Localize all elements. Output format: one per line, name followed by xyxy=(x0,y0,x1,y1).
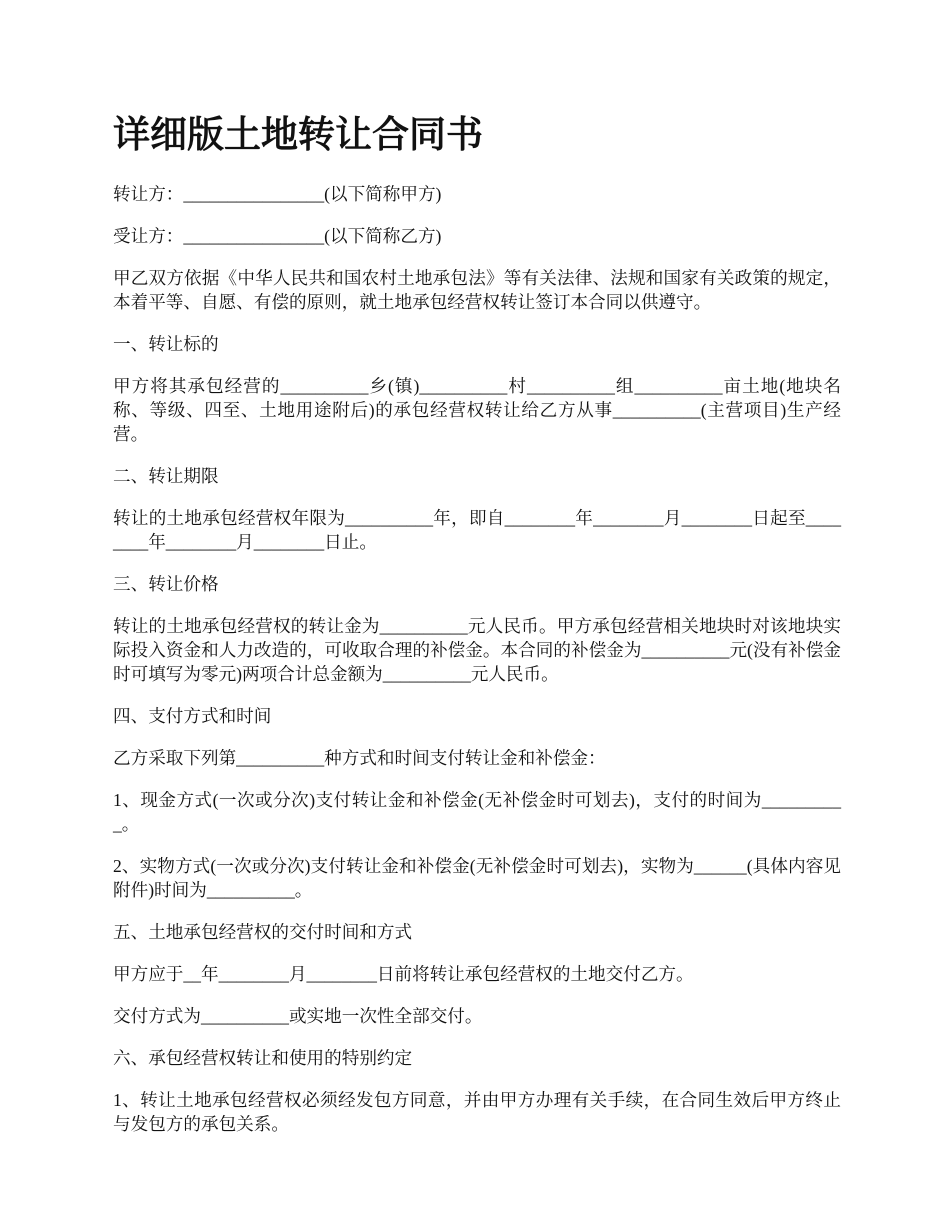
section-6-item-1: 1、转让土地承包经营权必须经发包方同意，并由甲方办理有关手续，在合同生效后甲方终止与发包方的承包关系。 xyxy=(113,1090,841,1134)
section-heading-5: 五、土地承包经营权的交付时间和方式 xyxy=(113,922,413,942)
section-4-item-2: 2、实物方式(一次或分次)支付转让金和补偿金(无补偿金时可划去)，实物为______(具体内容见附件)时间为__________。 xyxy=(113,856,841,900)
section-3-paragraph: 转让的土地承包经营权的转让金为__________元人民币。甲方承包经营相关地块时对该地块实际投入资金和人力改造的，可收取合理的补偿金。本合同的补偿金为__________元(没有补偿金时可填写为零元)两项合计总金额为__________元人民币。 xyxy=(113,616,841,684)
section-heading-3: 三、转让价格 xyxy=(113,574,219,594)
section-5-paragraph-1: 甲方应于__年________月________日前将转让承包经营权的土地交付乙方。 xyxy=(113,964,694,984)
preamble-paragraph: 甲乙双方依据《中华人民共和国农村土地承包法》等有关法律、法规和国家有关政策的规定，本着平等、自愿、有偿的原则，就土地承包经营权转让签订本合同以供遵守。 xyxy=(113,268,841,312)
section-heading-1: 一、转让标的 xyxy=(113,334,219,354)
section-heading-2: 二、转让期限 xyxy=(113,466,219,486)
document-body xyxy=(113,112,841,1154)
transferor-line: 转让方：________________(以下简称甲方) xyxy=(113,184,442,204)
section-2-paragraph: 转让的土地承包经营权年限为__________年，即自________年________月________日起至________年________月________日止。 xyxy=(113,508,841,552)
section-1-paragraph: 甲方将其承包经营的__________乡(镇)__________村__________组__________亩土地(地块名称、等级、四至、土地用途附后)的承包经营权转让给乙方从事__________(主营项目)生产经营。 xyxy=(113,376,841,444)
transferee-line: 受让方：________________(以下简称乙方) xyxy=(113,226,442,246)
section-4-intro: 乙方采取下列第__________种方式和时间支付转让金和补偿金： xyxy=(113,748,606,768)
section-4-item-1: 1、现金方式(一次或分次)支付转让金和补偿金(无补偿金时可划去)，支付的时间为__________。 xyxy=(113,790,841,834)
section-5-paragraph-2: 交付方式为__________或实地一次性全部交付。 xyxy=(113,1006,483,1026)
document-title: 详细版土地转让合同书 xyxy=(113,115,483,156)
section-heading-6: 六、承包经营权转让和使用的特别约定 xyxy=(113,1048,413,1068)
section-heading-4: 四、支付方式和时间 xyxy=(113,706,272,726)
